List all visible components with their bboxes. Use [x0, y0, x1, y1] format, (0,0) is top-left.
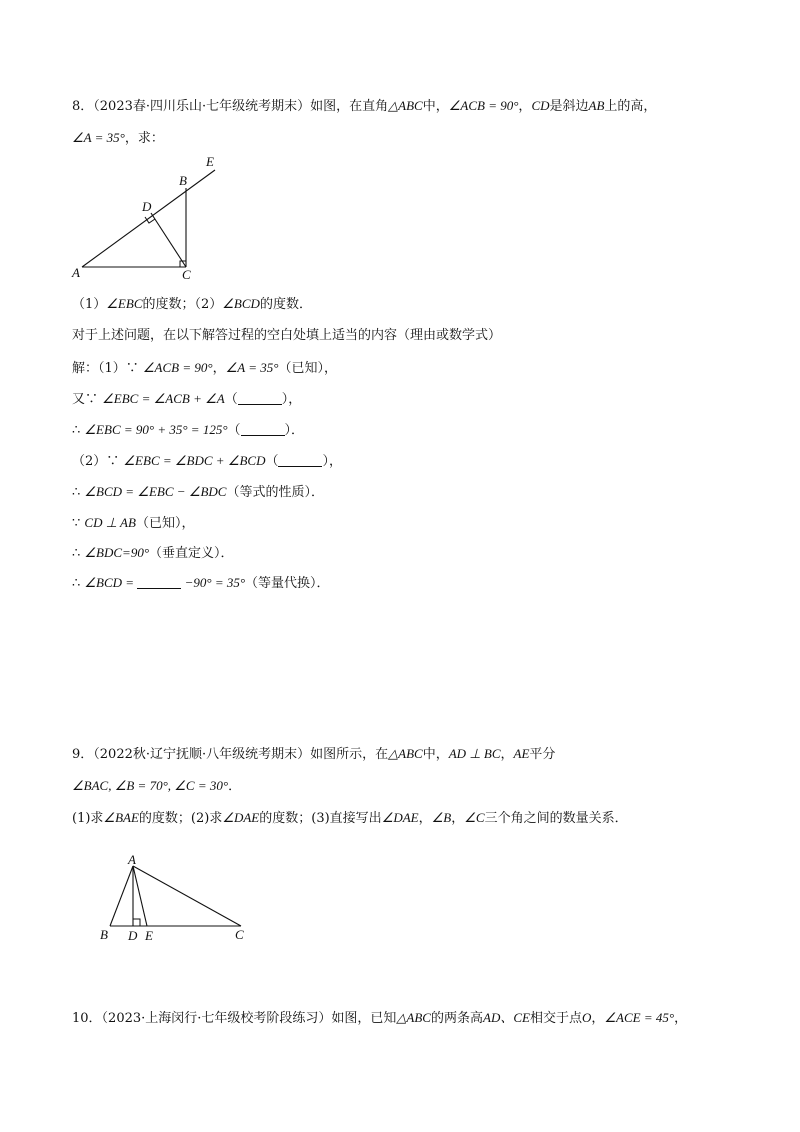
q9-stem-line2: ∠BAC, ∠B = 70°, ∠C = 30°． [72, 778, 242, 794]
blank-4[interactable] [137, 574, 181, 589]
blank-2[interactable] [241, 421, 285, 436]
q9-label-d: D [128, 928, 138, 943]
q8-figure [60, 150, 240, 285]
q9-label-e: E [145, 928, 153, 943]
q8-stem-line1: 8．（2023春·四川乐山·七年级统考期末）如图，在直角△ABC中，∠ACB = 90°，CD是斜边AB上的高， [72, 98, 657, 114]
q8-line-cd [151, 213, 186, 267]
q8-label-c: C [182, 267, 191, 282]
math-ab: AB [588, 98, 605, 113]
blank-3[interactable] [278, 452, 322, 467]
q9-line-ac [133, 866, 241, 926]
q10-source: （2023·上海闵行·七年级校考阶段练习） [101, 1011, 332, 1026]
q8-sol-line1: 解：（1）∵ ∠ACB = 90°，∠A = 35°（已知）， [72, 360, 337, 376]
blank-1[interactable] [238, 390, 282, 405]
q9-stem-line1: 9．（2022秋·辽宁抚顺·八年级统考期末）如图所示，在△ABC中，AD ⊥ BC，AE平分 [72, 746, 556, 762]
q10-stem-line1: 10．（2023·上海闵行·七年级校考阶段练习）如图，已知△ABC的两条高AD、CE相交于点O，∠ACE = 45°， [72, 1010, 688, 1026]
q8-source: （2023春·四川乐山·七年级统考期末） [93, 99, 311, 114]
q8-sol-line5: ∴ ∠BCD = ∠EBC − ∠BDC（等式的性质）． [72, 484, 324, 500]
q8-parts: （1）∠EBC的度数；（2）∠BCD的度数． [72, 296, 312, 312]
q8-sol-line2: 又∵ ∠EBC = ∠ACB + ∠A（ ）， [72, 391, 302, 407]
math-angle-a: ∠A = 35° [72, 130, 125, 145]
math-cd: CD [531, 98, 550, 113]
math-triangle-abc: △ABC [388, 98, 423, 113]
q9-label-c: C [235, 927, 244, 942]
q8-label-a: A [72, 265, 80, 280]
q8-instruction: 对于上述问题，在以下解答过程的空白处填上适当的内容（理由或数学式） [72, 328, 502, 343]
q9-label-a: A [128, 852, 136, 867]
q8-label-b: B [179, 173, 187, 188]
q9-line-ae [133, 866, 147, 926]
q8-sol-line4: （2）∵ ∠EBC = ∠BDC + ∠BCD（ ）， [72, 453, 342, 469]
q8-sol-line6: ∵ CD ⊥ AB（已知）， [72, 515, 195, 531]
q9-right-angle-d [133, 919, 140, 926]
q9-figure [95, 848, 255, 948]
math-angle-acb: ∠ACB = 90° [448, 98, 519, 113]
q8-stem-line2: ∠A = 35°，求： [72, 130, 164, 146]
q8-number: 8． [72, 99, 94, 114]
q8-sol-line7: ∴ ∠BDC=90°（垂直定义）． [72, 545, 234, 561]
q8-sol-line8: ∴ ∠BCD = −90° = 35°（等量代换）． [72, 575, 330, 591]
q9-number: 9． [72, 747, 94, 762]
q9-label-b: B [100, 927, 108, 942]
q9-questions: (1)求∠BAE的度数；(2)求∠DAE的度数；(3)直接写出∠DAE，∠B，∠C三个角之间的数量关系． [72, 810, 628, 826]
q8-label-d: D [142, 199, 152, 214]
q10-number: 10． [72, 1011, 102, 1026]
q8-line-ae [82, 170, 215, 267]
q8-sol-line3: ∴ ∠EBC = 90° + 35° = 125°（ ）． [72, 422, 305, 438]
q9-line-ab [110, 866, 133, 926]
q8-label-e: E [206, 154, 214, 169]
q9-source: （2022秋·辽宁抚顺·八年级统考期末） [93, 747, 311, 762]
